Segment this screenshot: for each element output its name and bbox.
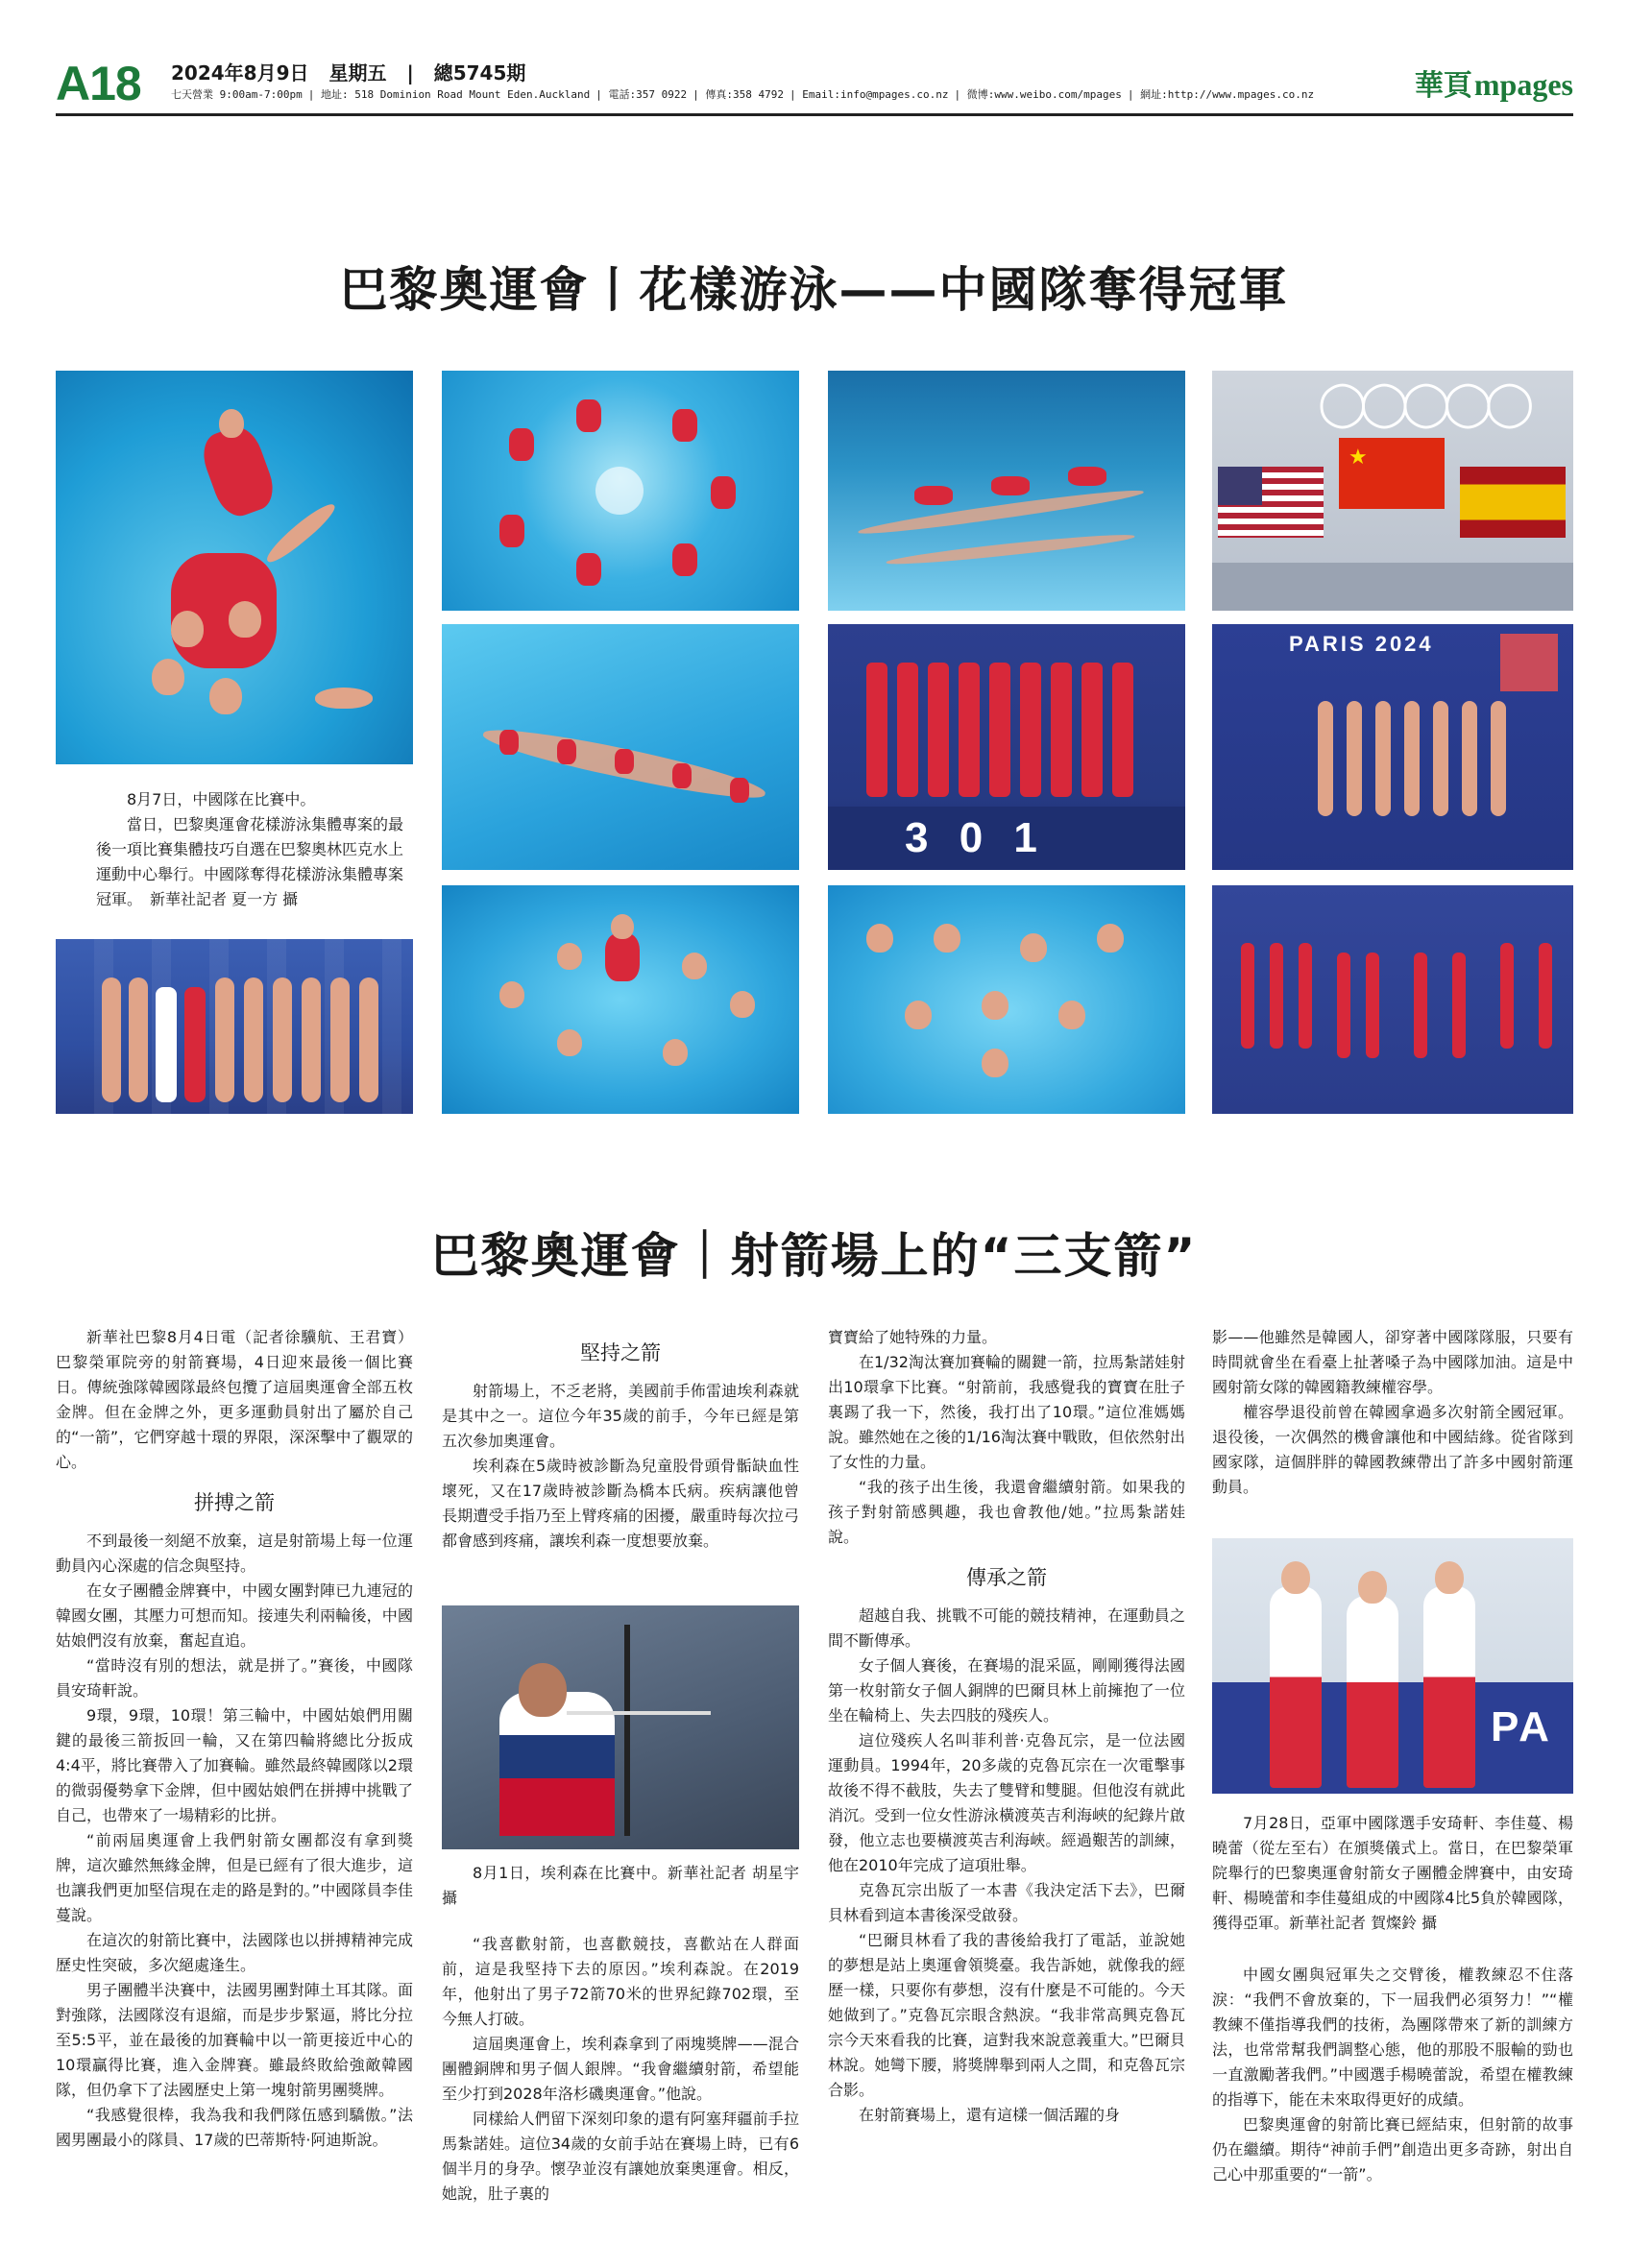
paragraph: 埃利森在5歲時被診斷為兒童股骨頭骨骺缺血性壞死，又在17歲時被診斷為橋本氏病。疾病讓他曾長期遭受手指乃至上臂疼痛的困擾，嚴重時每次拉弓都會感到疼痛，讓埃利森一度想要放棄。 (442, 1457, 799, 1550)
paragraph: 超越自我、挑戰不可能的競技精神，在運動員之間不斷傳承。 (828, 1606, 1185, 1650)
photo-flags (1212, 371, 1573, 611)
separator: | (406, 61, 414, 84)
issue-line (171, 58, 539, 85)
article2-column-1 (56, 1325, 413, 2153)
paragraph: 女子個人賽後，在賽場的混采區，剛剛獲得法國第一枚射箭女子個人銅牌的巴爾貝林上前擁抱了一位坐在輪椅上、失去四肢的殘疾人。 (828, 1656, 1185, 1725)
paragraph: 在女子團體金牌賽中，中國女團對陣已九連冠的韓國女團，其壓力可想而知。接連失利兩輪後，中國姑娘們沒有放棄，奮起直追。 (56, 1581, 413, 1650)
article2-column-4 (1212, 1325, 1573, 1500)
paragraph: “我的孩子出生後，我還會繼續射箭。如果我的孩子對射箭感興趣，我也會教他/她。”拉馬紮諾娃說。 (828, 1478, 1185, 1546)
weibo[interactable]: 微博:www.weibo.com/mpages (966, 88, 1122, 101)
business-hours: 七天營業 9:00am-7:00pm (171, 88, 303, 101)
article1-caption (96, 787, 413, 912)
paragraph: 在射箭賽場上，還有這樣一個活躍的身 (859, 2106, 1121, 2124)
paragraph: “我喜歡射箭，也喜歡競技，喜歡站在人群面前，這是我堅持下去的原因。”埃利森說。在2019年，他射出了男子72箭70米的世界紀錄702環，至今無人打破。 (442, 1935, 799, 2028)
issue-number: 總5745期 (433, 61, 526, 84)
article1-headline: 巴黎奧運會丨花樣游泳——中國隊奪得冠軍 (339, 262, 1289, 318)
photo-team-march (1212, 885, 1573, 1114)
scoreboard-digits: 3 0 1 (905, 814, 1047, 861)
website[interactable]: 網址:http://www.mpages.co.nz (1140, 88, 1315, 101)
archers-caption-text: 7月28日，亞軍中國隊選手安琦軒、李佳蔓、楊曉蕾（從左至右）在頒獎儀式上。當日，在巴黎榮軍院舉行的巴黎奧運會射箭女子團體金牌賽中，由安琦軒、楊曉蕾和李佳蔓組成的中國隊4比5負於韓國隊，獲得亞軍。新華社記者 賀燦鈴 攝 (1212, 1814, 1573, 1932)
china-flag-icon: ★ (1339, 438, 1445, 509)
article2-column-4b (1212, 1963, 1573, 2187)
photo-swim-star (442, 371, 799, 611)
paragraph: “巴爾貝林看了我的書後給我打了電話，並說她的夢想是站上奧運會領獎臺。我告訴她，就像我的經歷一樣，只要你有夢想，沒有什麼是不可能的。今天她做到了。”克魯瓦宗眼含熱淚。“我非常高興克魯瓦宗今天來看我的比賽，這對我來說意義重大。”巴爾貝林說。她彎下腰，將獎牌舉到兩人之間，和克魯瓦宗合影。 (828, 1931, 1185, 2099)
paragraph: 中國女團與冠軍失之交臂後，權教練忍不住落淚：“我們不會放棄的，下一屆我們必須努力！”“權教練不僅指導我們的技術，為團隊帶來了新的訓練方法，也常常幫我們調整心態，他的那股不服輸的勁也一直激勵著我們。”中國選手楊曉蕾說，希望在權教練的指導下，能在未來取得更好的成績。 (1212, 1966, 1573, 2109)
paragraph: 男子團體半決賽中，法國男團對陣土耳其隊。面對強隊，法國隊沒有退縮，而是步步緊逼，將比分拉至5:5平，並在最後的加賽輪中以一箭更接近中心的10環贏得比賽，進入金牌賽。雖最終敗給強敵韓國隊，但仍拿下了法國歷史上第一塊射箭男團獎牌。 (56, 1981, 413, 2099)
caption-line-1: 8月7日，中國隊在比賽中。 (127, 790, 316, 808)
logo-zh: 華頁 (1414, 70, 1472, 102)
paris-2024-label: PARIS 2024 (1289, 632, 1434, 656)
photo-paris-deck (1212, 624, 1573, 870)
section-subhead: 傳承之箭 (966, 1566, 1047, 1589)
paragraph: 權容學退役前曾在韓國拿過多次射箭全國冠軍。退役後，一次偶然的機會讓他和中國結緣。從省隊到國家隊，這個胖胖的韓國教練帶出了許多中國射箭運動員。 (1212, 1403, 1573, 1496)
ellison-caption: 8月1日，埃利森在比賽中。新華社記者 胡星宇 攝 (442, 1864, 799, 1907)
article2-column-3 (828, 1325, 1185, 2128)
article2-column-2 (442, 1325, 799, 1554)
photo-archer-ellison (442, 1605, 799, 1849)
fax: 傳真:358 4792 (705, 88, 784, 101)
paragraph: 射箭場上，不乏老將，美國前手佈雷迪埃利森就是其中之一。這位今年35歲的前手，今年已經是第五次參加奧運會。 (442, 1382, 799, 1450)
olympic-rings-icon: ◯◯◯◯◯ (1318, 376, 1527, 428)
paragraph: 9環，9環，10環！第三輪中，中國姑娘們用關鍵的最後三箭扳回一輪，又在第四輪將總比分扳成4:4平，將比賽帶入了加賽輪。雖然最終韓國隊以2環的微弱優勢拿下金牌，但中國姑娘們在拼搏中挑戰了自己，也帶來了一場精彩的比拼。 (56, 1706, 413, 1824)
page-number: A18 (56, 57, 141, 110)
section-subhead: 拼搏之箭 (194, 1491, 275, 1514)
logo-en: mpages (1473, 67, 1573, 102)
paragraph: 在這次的射箭比賽中，法國隊也以拼搏精神完成歷史性突破，多次絕處逢生。 (56, 1931, 413, 1974)
paragraph: 不到最後一刻絕不放棄，這是射箭場上每一位運動員內心深處的信念與堅持。 (56, 1532, 413, 1575)
paragraph: “我感覺很棒，我為我和我們隊伍感到驕傲。”法國男團最小的隊員、17歲的巴蒂斯特·阿迪斯說。 (56, 2106, 413, 2149)
header-rule (56, 113, 1573, 116)
caption-line-2: 當日，巴黎奧運會花樣游泳集體專案的最後一項比賽集體技巧自選在巴黎奧林匹克水上運動中心舉行。中國隊奪得花樣游泳集體專案冠軍。 新華社記者 夏一方 攝 (96, 815, 404, 908)
email[interactable]: Email:info@mpages.co.nz (802, 88, 949, 101)
photo-team-podium (828, 624, 1185, 870)
paragraph: 新華社巴黎8月4日電（記者徐驥航、王君寶）巴黎榮軍院旁的射箭賽場，4日迎來最後一個比賽日。傳統強隊韓國隊最終包攬了這屆奧運會全部五枚金牌。但在金牌之外，更多運動員射出了屬於自己的“一箭”，它們穿越十環的界限，深深擊中了觀眾的心。 (56, 1328, 413, 1471)
address: 地址: 518 Dominion Road Mount Eden.Auckland (320, 88, 591, 101)
paragraph: 寶寶給了她特殊的力量。 (828, 1328, 998, 1346)
paragraph: “當時沒有別的想法，就是拼了。”賽後，中國隊員安琦軒說。 (56, 1656, 413, 1700)
chinese-archers-caption (1212, 1811, 1573, 1936)
issue-weekday: 星期五 (328, 61, 387, 84)
archer-caption (442, 1861, 799, 1911)
issue-date: 2024年8月9日 (171, 61, 309, 84)
paragraph: 同樣給人們留下深刻印象的還有阿塞拜疆前手拉馬紮諾娃。這位34歲的女前手站在賽場上時，已有6個半月的身孕。懷孕並沒有讓她放棄奧運會。相反，她說，肚子裏的 (442, 2110, 799, 2203)
photo-swim-heads (828, 885, 1185, 1114)
mpages-logo (1415, 61, 1573, 104)
contact-line: 七天營業 9:00am-7:00pm | 地址: 518 Dominion Road Mount Eden.Auckland | 電話:357 0922 | 傳真:358 4792 | Email:info@mpages.co.nz | 微博:www.weibo.com/mpages | 網址:http://www.mpages.co.nz (171, 88, 1315, 101)
pa-label: PA (1491, 1703, 1552, 1750)
paragraph: “前兩屆奧運會上我們射箭女團都沒有拿到獎牌，這次雖然無緣金牌，但是已經有了很大進步，這也讓我們更加堅信現在走的路是對的。”中國隊員李佳蔓說。 (56, 1831, 413, 1924)
spain-flag-icon (1460, 467, 1566, 538)
photo-swim-lift (56, 371, 413, 764)
paragraph: 影——他雖然是韓國人，卻穿著中國隊隊服，只要有時間就會坐在看臺上扯著嗓子為中國隊加油。這是中國射箭女隊的韓國籍教練權容學。 (1212, 1328, 1573, 1396)
paragraph: 克魯瓦宗出版了一本書《我決定活下去》，巴爾貝林看到這本書後深受啟發。 (828, 1881, 1185, 1924)
phone: 電話:357 0922 (608, 88, 688, 101)
photo-chinese-archers (1212, 1538, 1573, 1794)
photo-team-deck (56, 939, 413, 1114)
usa-flag-icon (1218, 467, 1324, 538)
article2-column-2b (442, 1932, 799, 2207)
paragraph: 在1/32淘汰賽加賽輪的關鍵一箭，拉馬紮諾娃射出10環拿下比賽。“射箭前，我感覺我的寶寶在肚子裏踢了我一下，然後，我打出了10環。”這位准媽媽說。雖然她在之後的1/16淘汰賽中戰敗，但依然射出了女性的力量。 (828, 1353, 1185, 1471)
photo-swim-group (442, 885, 799, 1114)
page-header (56, 54, 1573, 115)
article2-headline: 巴黎奧運會｜射箭場上的“三支箭” (430, 1228, 1198, 1284)
section-subhead: 堅持之箭 (580, 1341, 661, 1364)
photo-swim-arms (442, 624, 799, 870)
paragraph: 這位殘疾人名叫菲利普·克魯瓦宗，是一位法國運動員。1994年，20多歲的克魯瓦宗在一次電擊事故後不得不截肢，失去了雙臂和雙腿。但他沒有就此消沉。受到一位女性游泳橫渡英吉利海峽的紀錄片啟發，他立志也要橫渡英吉利海峽。經過艱苦的訓練，他在2010年完成了這項壯舉。 (828, 1731, 1185, 1874)
paragraph: 巴黎奧運會的射箭比賽已經結束，但射箭的故事仍在繼續。期待“神前手們”創造出更多奇跡，射出自己心中那重要的“一箭”。 (1212, 2115, 1573, 2184)
paragraph: 這屆奧運會上，埃利森拿到了兩塊獎牌——混合團體銅牌和男子個人銀牌。“我會繼續射箭，希望能至少打到2028年洛杉磯奧運會。”他說。 (442, 2035, 799, 2103)
photo-underwater (828, 371, 1185, 611)
